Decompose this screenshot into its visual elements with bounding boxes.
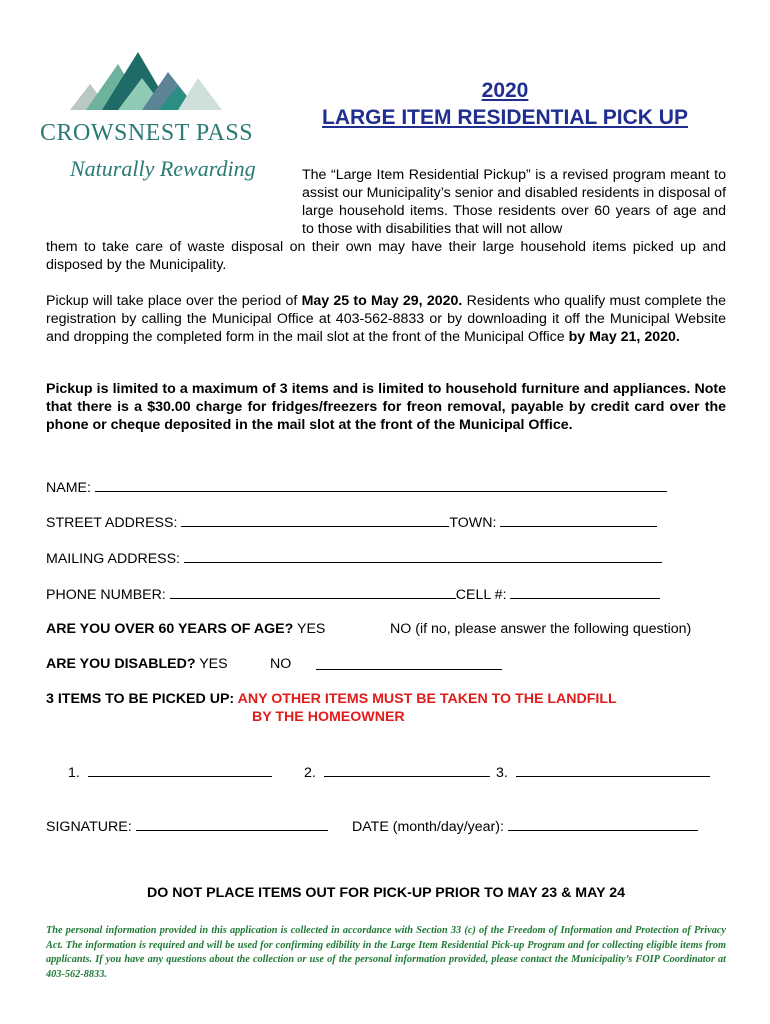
mailing-address-field[interactable]: [184, 548, 662, 563]
age-no-option[interactable]: NO (if no, please answer the following question): [390, 621, 692, 637]
item-1-row: [68, 762, 272, 782]
intro-paragraph-part2: them to take care of waste disposal on their own may have their large household items picked up and disposed by the Municipality.: [46, 239, 726, 273]
item-1-label: 1.: [68, 765, 80, 781]
pickup-paragraph: Pickup will take place over the period of May 25 to May 29, 2020. Residents who qualify must complete the registration by calling the Municipal Office at 403-562-8833 or by downloading it off the Municipal Website and dropping the completed form in the mail slot at the front of the Municipal Office by May 21, 2020.: [46, 293, 726, 345]
age-question: ARE YOU OVER 60 YEARS OF AGE?: [46, 621, 294, 637]
phone-field[interactable]: [170, 584, 456, 599]
items-row: [46, 690, 617, 708]
page-title: LARGE ITEM RESIDENTIAL PICK UP: [322, 106, 688, 129]
age-row: [46, 620, 325, 638]
cell-label: CELL #:: [455, 587, 507, 603]
placement-warning: DO NOT PLACE ITEMS OUT FOR PICK-UP PRIOR TO MAY 23 & MAY 24: [147, 885, 625, 901]
mailing-label: MAILING ADDRESS:: [46, 551, 181, 567]
item-1-field[interactable]: [88, 762, 272, 777]
items-warning-line2: BY THE HOMEOWNER: [252, 709, 405, 725]
logo-org-name: CROWSNEST PASS: [40, 120, 254, 146]
street-address-field[interactable]: [181, 512, 449, 527]
name-label: NAME:: [46, 480, 91, 496]
disabled-answer-row: [316, 655, 502, 675]
signature-field[interactable]: [136, 816, 328, 831]
disabled-no-option[interactable]: NO: [270, 656, 292, 672]
street-label: STREET ADDRESS:: [46, 515, 178, 531]
item-2-field[interactable]: [324, 762, 490, 777]
date-row: [352, 816, 698, 836]
disabled-question: ARE YOU DISABLED?: [46, 656, 196, 672]
signature-row: [46, 816, 328, 836]
items-warning: ANY OTHER ITEMS MUST BE TAKEN TO THE LANDFILL: [237, 691, 617, 707]
logo-tagline: Naturally Rewarding: [70, 156, 256, 181]
phone-label: PHONE NUMBER:: [46, 587, 166, 603]
intro-paragraph-part1: The “Large Item Residential Pickup” is a revised program meant to assist our Municipality’s senior and disabled residents in disposal of large household items. Those residents over 60 years of age and to those with disabilities that will not allow: [302, 167, 727, 237]
limit-notice: Pickup is limited to a maximum of 3 items and is limited to household furniture and appliances. Note that there is a $30.00 charge for fridges/freezers for freon removal, payable by credit card over the phone or cheque deposited in the mail slot at the front of the Municipal Office.: [46, 381, 726, 433]
town-label: TOWN:: [449, 515, 497, 531]
item-2-row: [304, 762, 490, 782]
item-3-row: [496, 762, 710, 782]
item-2-label: 2.: [304, 765, 316, 781]
disabled-answer-field[interactable]: [316, 655, 502, 670]
date-label: DATE (month/day/year):: [352, 819, 504, 835]
item-3-field[interactable]: [516, 762, 710, 777]
street-row: [46, 512, 657, 532]
age-yes-option[interactable]: YES: [296, 621, 326, 637]
disabled-row: [46, 655, 228, 673]
mountain-logo-icon: [38, 44, 258, 194]
disabled-yes-option[interactable]: YES: [199, 656, 228, 672]
signature-label: SIGNATURE:: [46, 819, 132, 835]
mailing-row: [46, 548, 662, 568]
name-row: [46, 477, 667, 497]
privacy-notice: The personal information provided in this application is collected in accordance with Section 33 (c) of the Freedom of Information and Protection of Privacy Act. The information is required and will be used for confirming edibility in the Large Item Residential Pick-up Program and for collecting eligible items from applicants. If you have any questions about the collection or use of the personal information provided, please contact the Municipality’s FOIP Coordinator at 403-562-8833.: [46, 925, 726, 980]
item-3-label: 3.: [496, 765, 508, 781]
name-field[interactable]: [95, 477, 667, 492]
cell-field[interactable]: [510, 584, 660, 599]
crowsnest-pass-logo: [38, 44, 258, 194]
town-field[interactable]: [500, 512, 657, 527]
date-field[interactable]: [508, 816, 698, 831]
phone-row: [46, 584, 660, 604]
items-label: 3 ITEMS TO BE PICKED UP:: [46, 691, 235, 707]
form-year: 2020: [481, 79, 529, 102]
